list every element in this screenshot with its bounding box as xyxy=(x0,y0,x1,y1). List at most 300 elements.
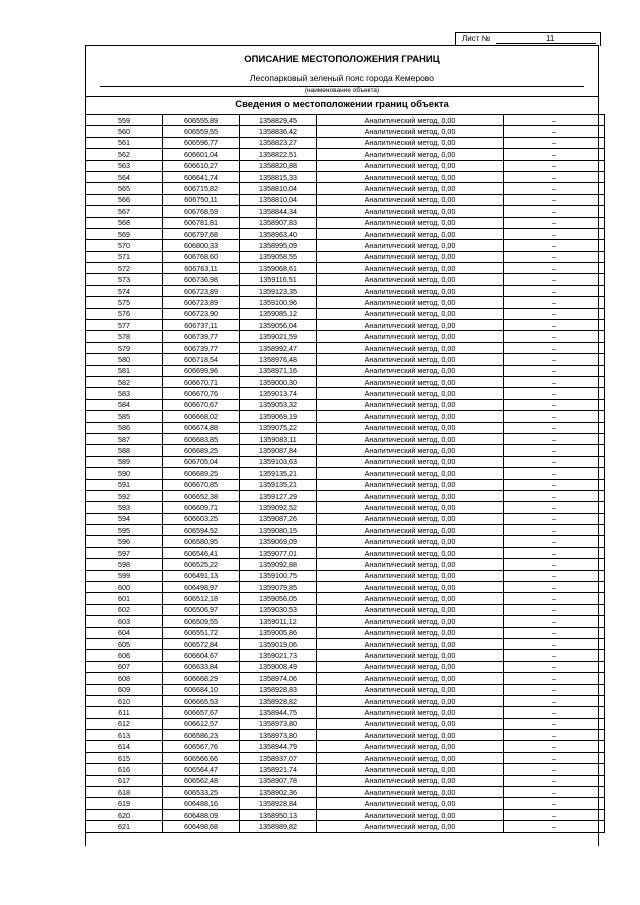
table-row xyxy=(86,525,605,536)
point-description-cell: – xyxy=(504,251,605,262)
coordinate-y-cell: 1358820,88 xyxy=(240,160,317,171)
point-description-cell: – xyxy=(504,320,605,331)
point-number-cell: 562 xyxy=(86,149,163,160)
coordinate-y-cell: 1359092,88 xyxy=(240,559,317,570)
table-row xyxy=(86,661,605,672)
table-row xyxy=(86,160,605,171)
point-number-cell: 572 xyxy=(86,263,163,274)
coordinate-x-cell: 606594,52 xyxy=(163,525,240,536)
point-number-cell: 579 xyxy=(86,342,163,353)
point-description-cell: – xyxy=(504,741,605,752)
point-number-cell: 573 xyxy=(86,274,163,285)
table-row xyxy=(86,730,605,741)
point-description-cell: – xyxy=(504,775,605,786)
point-description-cell: – xyxy=(504,308,605,319)
coordinate-y-cell: 1358989,82 xyxy=(240,821,317,832)
point-number-cell: 609 xyxy=(86,684,163,695)
table-row xyxy=(86,638,605,649)
coordinate-y-cell: 1358973,80 xyxy=(240,718,317,729)
method-accuracy-cell: Аналитический метод, 0,00 xyxy=(317,126,504,137)
point-description-cell: – xyxy=(504,479,605,490)
coordinate-y-cell: 1359021,73 xyxy=(240,650,317,661)
point-description-cell: – xyxy=(504,650,605,661)
table-row xyxy=(86,342,605,353)
point-description-cell: – xyxy=(504,206,605,217)
coordinate-y-cell: 1358810,04 xyxy=(240,194,317,205)
coordinate-x-cell: 606612,57 xyxy=(163,718,240,729)
point-number-cell: 591 xyxy=(86,479,163,490)
coordinate-x-cell: 606670,67 xyxy=(163,399,240,410)
point-number-cell: 565 xyxy=(86,183,163,194)
point-number-cell: 575 xyxy=(86,297,163,308)
point-description-cell: – xyxy=(504,525,605,536)
point-number-cell: 602 xyxy=(86,604,163,615)
coordinate-x-cell: 606768,59 xyxy=(163,206,240,217)
point-description-cell: – xyxy=(504,638,605,649)
table-row xyxy=(86,126,605,137)
coordinate-y-cell: 1358974,06 xyxy=(240,673,317,684)
coordinate-y-cell: 1359135,21 xyxy=(240,468,317,479)
method-accuracy-cell: Аналитический метод, 0,00 xyxy=(317,490,504,501)
point-number-cell: 582 xyxy=(86,376,163,387)
sheet-number-box xyxy=(455,32,601,46)
coordinate-x-cell: 606739,77 xyxy=(163,331,240,342)
point-description-cell: – xyxy=(504,422,605,433)
method-accuracy-cell: Аналитический метод, 0,00 xyxy=(317,115,504,126)
point-number-cell: 620 xyxy=(86,809,163,820)
coordinate-y-cell: 1359100,75 xyxy=(240,570,317,581)
point-description-cell: – xyxy=(504,376,605,387)
method-accuracy-cell: Аналитический метод, 0,00 xyxy=(317,456,504,467)
method-accuracy-cell: Аналитический метод, 0,00 xyxy=(317,240,504,251)
point-description-cell: – xyxy=(504,274,605,285)
table-row xyxy=(86,513,605,524)
point-number-cell: 567 xyxy=(86,206,163,217)
table-row xyxy=(86,263,605,274)
table-row xyxy=(86,456,605,467)
coordinate-y-cell: 1359077,01 xyxy=(240,547,317,558)
coordinate-y-cell: 1359079,85 xyxy=(240,582,317,593)
coordinate-x-cell: 606580,95 xyxy=(163,536,240,547)
coordinate-x-cell: 606488,09 xyxy=(163,809,240,820)
point-number-cell: 616 xyxy=(86,764,163,775)
point-description-cell: – xyxy=(504,787,605,798)
coordinate-y-cell: 1358976,48 xyxy=(240,354,317,365)
point-number-cell: 603 xyxy=(86,616,163,627)
method-accuracy-cell: Аналитический метод, 0,00 xyxy=(317,297,504,308)
method-accuracy-cell: Аналитический метод, 0,00 xyxy=(317,570,504,581)
coordinate-y-cell: 1359008,49 xyxy=(240,661,317,672)
method-accuracy-cell: Аналитический метод, 0,00 xyxy=(317,707,504,718)
table-row xyxy=(86,479,605,490)
coordinate-x-cell: 606488,16 xyxy=(163,798,240,809)
method-accuracy-cell: Аналитический метод, 0,00 xyxy=(317,137,504,148)
coordinate-x-cell: 606670,85 xyxy=(163,479,240,490)
coordinate-y-cell: 1358928,83 xyxy=(240,684,317,695)
coordinate-x-cell: 606562,48 xyxy=(163,775,240,786)
coordinate-y-cell: 1359021,59 xyxy=(240,331,317,342)
table-row xyxy=(86,285,605,296)
header-separator xyxy=(86,96,598,97)
point-description-cell: – xyxy=(504,616,605,627)
table-row xyxy=(86,388,605,399)
coordinate-y-cell: 1358815,33 xyxy=(240,171,317,182)
point-number-cell: 559 xyxy=(86,115,163,126)
point-description-cell: – xyxy=(504,661,605,672)
coordinate-y-cell: 1359083,11 xyxy=(240,433,317,444)
point-description-cell: – xyxy=(504,695,605,706)
table-row xyxy=(86,331,605,342)
table-row xyxy=(86,365,605,376)
point-description-cell: – xyxy=(504,798,605,809)
table-row xyxy=(86,650,605,661)
point-description-cell: – xyxy=(504,456,605,467)
point-description-cell: – xyxy=(504,604,605,615)
method-accuracy-cell: Аналитический метод, 0,00 xyxy=(317,445,504,456)
point-description-cell: – xyxy=(504,354,605,365)
table-row xyxy=(86,297,605,308)
method-accuracy-cell: Аналитический метод, 0,00 xyxy=(317,821,504,832)
method-accuracy-cell: Аналитический метод, 0,00 xyxy=(317,342,504,353)
coordinate-y-cell: 1359069,19 xyxy=(240,411,317,422)
table-row xyxy=(86,741,605,752)
point-description-cell: – xyxy=(504,547,605,558)
point-description-cell: – xyxy=(504,821,605,832)
method-accuracy-cell: Аналитический метод, 0,00 xyxy=(317,320,504,331)
coordinate-y-cell: 1358995,09 xyxy=(240,240,317,251)
coordinate-x-cell: 606683,85 xyxy=(163,433,240,444)
coordinate-x-cell: 606610,27 xyxy=(163,160,240,171)
table-row xyxy=(86,582,605,593)
method-accuracy-cell: Аналитический метод, 0,00 xyxy=(317,171,504,182)
coordinate-y-cell: 1359075,22 xyxy=(240,422,317,433)
point-number-cell: 577 xyxy=(86,320,163,331)
table-row xyxy=(86,445,605,456)
method-accuracy-cell: Аналитический метод, 0,00 xyxy=(317,627,504,638)
point-description-cell: – xyxy=(504,673,605,684)
coordinate-x-cell: 606668,02 xyxy=(163,411,240,422)
point-description-cell: – xyxy=(504,718,605,729)
method-accuracy-cell: Аналитический метод, 0,00 xyxy=(317,468,504,479)
method-accuracy-cell: Аналитический метод, 0,00 xyxy=(317,502,504,513)
point-number-cell: 588 xyxy=(86,445,163,456)
point-description-cell: – xyxy=(504,513,605,524)
table-row xyxy=(86,673,605,684)
coordinate-y-cell: 1358944,79 xyxy=(240,741,317,752)
method-accuracy-cell: Аналитический метод, 0,00 xyxy=(317,433,504,444)
point-number-cell: 604 xyxy=(86,627,163,638)
coordinate-x-cell: 606509,55 xyxy=(163,616,240,627)
point-description-cell: – xyxy=(504,490,605,501)
method-accuracy-cell: Аналитический метод, 0,00 xyxy=(317,217,504,228)
table-row xyxy=(86,433,605,444)
table-row xyxy=(86,547,605,558)
coordinate-x-cell: 606674,88 xyxy=(163,422,240,433)
method-accuracy-cell: Аналитический метод, 0,00 xyxy=(317,536,504,547)
coordinate-x-cell: 606603,25 xyxy=(163,513,240,524)
point-number-cell: 592 xyxy=(86,490,163,501)
coordinate-y-cell: 1359087,26 xyxy=(240,513,317,524)
coordinate-y-cell: 1359100,96 xyxy=(240,297,317,308)
point-description-cell: – xyxy=(504,137,605,148)
method-accuracy-cell: Аналитический метод, 0,00 xyxy=(317,684,504,695)
coordinates-table xyxy=(85,114,605,833)
method-accuracy-cell: Аналитический метод, 0,00 xyxy=(317,638,504,649)
table-row xyxy=(86,764,605,775)
table-row xyxy=(86,354,605,365)
method-accuracy-cell: Аналитический метод, 0,00 xyxy=(317,798,504,809)
point-description-cell: – xyxy=(504,593,605,604)
method-accuracy-cell: Аналитический метод, 0,00 xyxy=(317,251,504,262)
point-number-cell: 606 xyxy=(86,650,163,661)
point-description-cell: – xyxy=(504,582,605,593)
method-accuracy-cell: Аналитический метод, 0,00 xyxy=(317,308,504,319)
method-accuracy-cell: Аналитический метод, 0,00 xyxy=(317,582,504,593)
point-description-cell: – xyxy=(504,342,605,353)
table-row xyxy=(86,775,605,786)
table-row xyxy=(86,707,605,718)
coordinate-x-cell: 606525,22 xyxy=(163,559,240,570)
table-row xyxy=(86,684,605,695)
point-description-cell: – xyxy=(504,502,605,513)
point-description-cell: – xyxy=(504,183,605,194)
object-name: Лесопарковый зеленый пояс города Кемерово xyxy=(250,73,434,83)
method-accuracy-cell: Аналитический метод, 0,00 xyxy=(317,399,504,410)
section-title: Сведения о местоположении границ объекта xyxy=(235,99,449,110)
coordinate-x-cell: 606689,25 xyxy=(163,445,240,456)
coordinate-x-cell: 606739,77 xyxy=(163,342,240,353)
point-description-cell: – xyxy=(504,115,605,126)
table-row xyxy=(86,399,605,410)
coordinate-x-cell: 606797,68 xyxy=(163,228,240,239)
method-accuracy-cell: Аналитический метод, 0,00 xyxy=(317,422,504,433)
point-number-cell: 599 xyxy=(86,570,163,581)
table-row xyxy=(86,149,605,160)
method-accuracy-cell: Аналитический метод, 0,00 xyxy=(317,741,504,752)
table-row xyxy=(86,559,605,570)
point-number-cell: 618 xyxy=(86,787,163,798)
point-number-cell: 590 xyxy=(86,468,163,479)
point-number-cell: 584 xyxy=(86,399,163,410)
coordinate-x-cell: 606668,29 xyxy=(163,673,240,684)
point-description-cell: – xyxy=(504,399,605,410)
point-description-cell: – xyxy=(504,411,605,422)
point-description-cell: – xyxy=(504,445,605,456)
point-number-cell: 589 xyxy=(86,456,163,467)
coordinate-x-cell: 606512,18 xyxy=(163,593,240,604)
table-row xyxy=(86,422,605,433)
method-accuracy-cell: Аналитический метод, 0,00 xyxy=(317,274,504,285)
table-row xyxy=(86,787,605,798)
coordinate-x-cell: 606723,89 xyxy=(163,285,240,296)
method-accuracy-cell: Аналитический метод, 0,00 xyxy=(317,365,504,376)
coordinate-x-cell: 606689,25 xyxy=(163,468,240,479)
table-row xyxy=(86,490,605,501)
coordinate-x-cell: 606699,96 xyxy=(163,365,240,376)
coordinate-x-cell: 606737,11 xyxy=(163,320,240,331)
point-description-cell: – xyxy=(504,217,605,228)
coordinate-x-cell: 606596,77 xyxy=(163,137,240,148)
coordinate-x-cell: 606555,89 xyxy=(163,115,240,126)
coordinate-y-cell: 1359127,29 xyxy=(240,490,317,501)
coordinate-y-cell: 1358844,34 xyxy=(240,206,317,217)
point-description-cell: – xyxy=(504,730,605,741)
point-number-cell: 621 xyxy=(86,821,163,832)
point-description-cell: – xyxy=(504,536,605,547)
point-number-cell: 587 xyxy=(86,433,163,444)
coordinate-x-cell: 606498,97 xyxy=(163,582,240,593)
table-row xyxy=(86,274,605,285)
point-description-cell: – xyxy=(504,684,605,695)
method-accuracy-cell: Аналитический метод, 0,00 xyxy=(317,718,504,729)
point-number-cell: 613 xyxy=(86,730,163,741)
method-accuracy-cell: Аналитический метод, 0,00 xyxy=(317,160,504,171)
method-accuracy-cell: Аналитический метод, 0,00 xyxy=(317,388,504,399)
point-number-cell: 566 xyxy=(86,194,163,205)
coordinate-x-cell: 606750,11 xyxy=(163,194,240,205)
point-description-cell: – xyxy=(504,764,605,775)
sheet-number-underline xyxy=(496,43,596,44)
method-accuracy-cell: Аналитический метод, 0,00 xyxy=(317,787,504,798)
point-number-cell: 619 xyxy=(86,798,163,809)
coordinate-y-cell: 1358907,78 xyxy=(240,775,317,786)
point-description-cell: – xyxy=(504,433,605,444)
point-number-cell: 586 xyxy=(86,422,163,433)
table-row xyxy=(86,171,605,182)
point-description-cell: – xyxy=(504,228,605,239)
point-number-cell: 617 xyxy=(86,775,163,786)
table-row xyxy=(86,115,605,126)
coordinate-y-cell: 1359005,86 xyxy=(240,627,317,638)
coordinate-y-cell: 1358944,75 xyxy=(240,707,317,718)
coordinate-x-cell: 606559,55 xyxy=(163,126,240,137)
method-accuracy-cell: Аналитический метод, 0,00 xyxy=(317,673,504,684)
sheet-label: Лист № xyxy=(462,34,491,43)
point-description-cell: – xyxy=(504,707,605,718)
table-row xyxy=(86,821,605,832)
coordinate-y-cell: 1359056,04 xyxy=(240,320,317,331)
coordinate-x-cell: 606498,68 xyxy=(163,821,240,832)
table-row xyxy=(86,308,605,319)
coordinate-x-cell: 606564,47 xyxy=(163,764,240,775)
point-number-cell: 570 xyxy=(86,240,163,251)
coordinate-y-cell: 1359053,32 xyxy=(240,399,317,410)
coordinate-y-cell: 1359013,74 xyxy=(240,388,317,399)
point-number-cell: 560 xyxy=(86,126,163,137)
coordinate-x-cell: 606670,71 xyxy=(163,376,240,387)
point-number-cell: 600 xyxy=(86,582,163,593)
point-description-cell: – xyxy=(504,285,605,296)
coordinate-x-cell: 606665,53 xyxy=(163,695,240,706)
point-number-cell: 615 xyxy=(86,752,163,763)
table-row xyxy=(86,468,605,479)
coordinate-y-cell: 1359000,30 xyxy=(240,376,317,387)
point-number-cell: 605 xyxy=(86,638,163,649)
point-number-cell: 583 xyxy=(86,388,163,399)
coordinate-x-cell: 606567,76 xyxy=(163,741,240,752)
method-accuracy-cell: Аналитический метод, 0,00 xyxy=(317,263,504,274)
coordinate-x-cell: 606601,04 xyxy=(163,149,240,160)
method-accuracy-cell: Аналитический метод, 0,00 xyxy=(317,695,504,706)
document-title: ОПИСАНИЕ МЕСТОПОЛОЖЕНИЯ ГРАНИЦ xyxy=(244,54,440,65)
coordinate-x-cell: 606609,71 xyxy=(163,502,240,513)
coordinate-x-cell: 606684,10 xyxy=(163,684,240,695)
table-row xyxy=(86,251,605,262)
point-description-cell: – xyxy=(504,627,605,638)
point-number-cell: 595 xyxy=(86,525,163,536)
method-accuracy-cell: Аналитический метод, 0,00 xyxy=(317,604,504,615)
method-accuracy-cell: Аналитический метод, 0,00 xyxy=(317,650,504,661)
coordinate-y-cell: 1358810,04 xyxy=(240,183,317,194)
point-description-cell: – xyxy=(504,263,605,274)
point-number-cell: 563 xyxy=(86,160,163,171)
table-row xyxy=(86,194,605,205)
method-accuracy-cell: Аналитический метод, 0,00 xyxy=(317,764,504,775)
table-row xyxy=(86,809,605,820)
coordinate-x-cell: 606715,82 xyxy=(163,183,240,194)
coordinate-y-cell: 1358823,27 xyxy=(240,137,317,148)
coordinate-x-cell: 606781,81 xyxy=(163,217,240,228)
method-accuracy-cell: Аналитический метод, 0,00 xyxy=(317,661,504,672)
coordinate-x-cell: 606641,74 xyxy=(163,171,240,182)
coordinate-y-cell: 1358829,45 xyxy=(240,115,317,126)
point-number-cell: 597 xyxy=(86,547,163,558)
method-accuracy-cell: Аналитический метод, 0,00 xyxy=(317,149,504,160)
table-row xyxy=(86,411,605,422)
coordinate-y-cell: 1359103,63 xyxy=(240,456,317,467)
point-number-cell: 611 xyxy=(86,707,163,718)
method-accuracy-cell: Аналитический метод, 0,00 xyxy=(317,752,504,763)
coordinate-y-cell: 1358836,42 xyxy=(240,126,317,137)
table-row xyxy=(86,320,605,331)
method-accuracy-cell: Аналитический метод, 0,00 xyxy=(317,206,504,217)
table-row xyxy=(86,604,605,615)
table-row xyxy=(86,137,605,148)
method-accuracy-cell: Аналитический метод, 0,00 xyxy=(317,513,504,524)
point-number-cell: 610 xyxy=(86,695,163,706)
coordinate-y-cell: 1358950,13 xyxy=(240,809,317,820)
coordinate-x-cell: 606763,11 xyxy=(163,263,240,274)
coordinate-y-cell: 1358902,36 xyxy=(240,787,317,798)
method-accuracy-cell: Аналитический метод, 0,00 xyxy=(317,479,504,490)
point-description-cell: – xyxy=(504,171,605,182)
method-accuracy-cell: Аналитический метод, 0,00 xyxy=(317,411,504,422)
method-accuracy-cell: Аналитический метод, 0,00 xyxy=(317,809,504,820)
point-number-cell: 581 xyxy=(86,365,163,376)
point-number-cell: 574 xyxy=(86,285,163,296)
point-number-cell: 607 xyxy=(86,661,163,672)
point-number-cell: 578 xyxy=(86,331,163,342)
table-row xyxy=(86,798,605,809)
coordinate-x-cell: 606768,60 xyxy=(163,251,240,262)
point-description-cell: – xyxy=(504,809,605,820)
point-number-cell: 571 xyxy=(86,251,163,262)
method-accuracy-cell: Аналитический метод, 0,00 xyxy=(317,354,504,365)
point-description-cell: – xyxy=(504,559,605,570)
coordinate-x-cell: 606670,76 xyxy=(163,388,240,399)
table-row xyxy=(86,752,605,763)
method-accuracy-cell: Аналитический метод, 0,00 xyxy=(317,285,504,296)
coordinate-x-cell: 606718,54 xyxy=(163,354,240,365)
coordinate-y-cell: 1359135,21 xyxy=(240,479,317,490)
method-accuracy-cell: Аналитический метод, 0,00 xyxy=(317,616,504,627)
coordinate-y-cell: 1359092,52 xyxy=(240,502,317,513)
point-number-cell: 612 xyxy=(86,718,163,729)
coordinate-x-cell: 606657,67 xyxy=(163,707,240,718)
sheet-number: 11 xyxy=(546,34,555,43)
coordinate-x-cell: 606546,41 xyxy=(163,547,240,558)
point-number-cell: 614 xyxy=(86,741,163,752)
